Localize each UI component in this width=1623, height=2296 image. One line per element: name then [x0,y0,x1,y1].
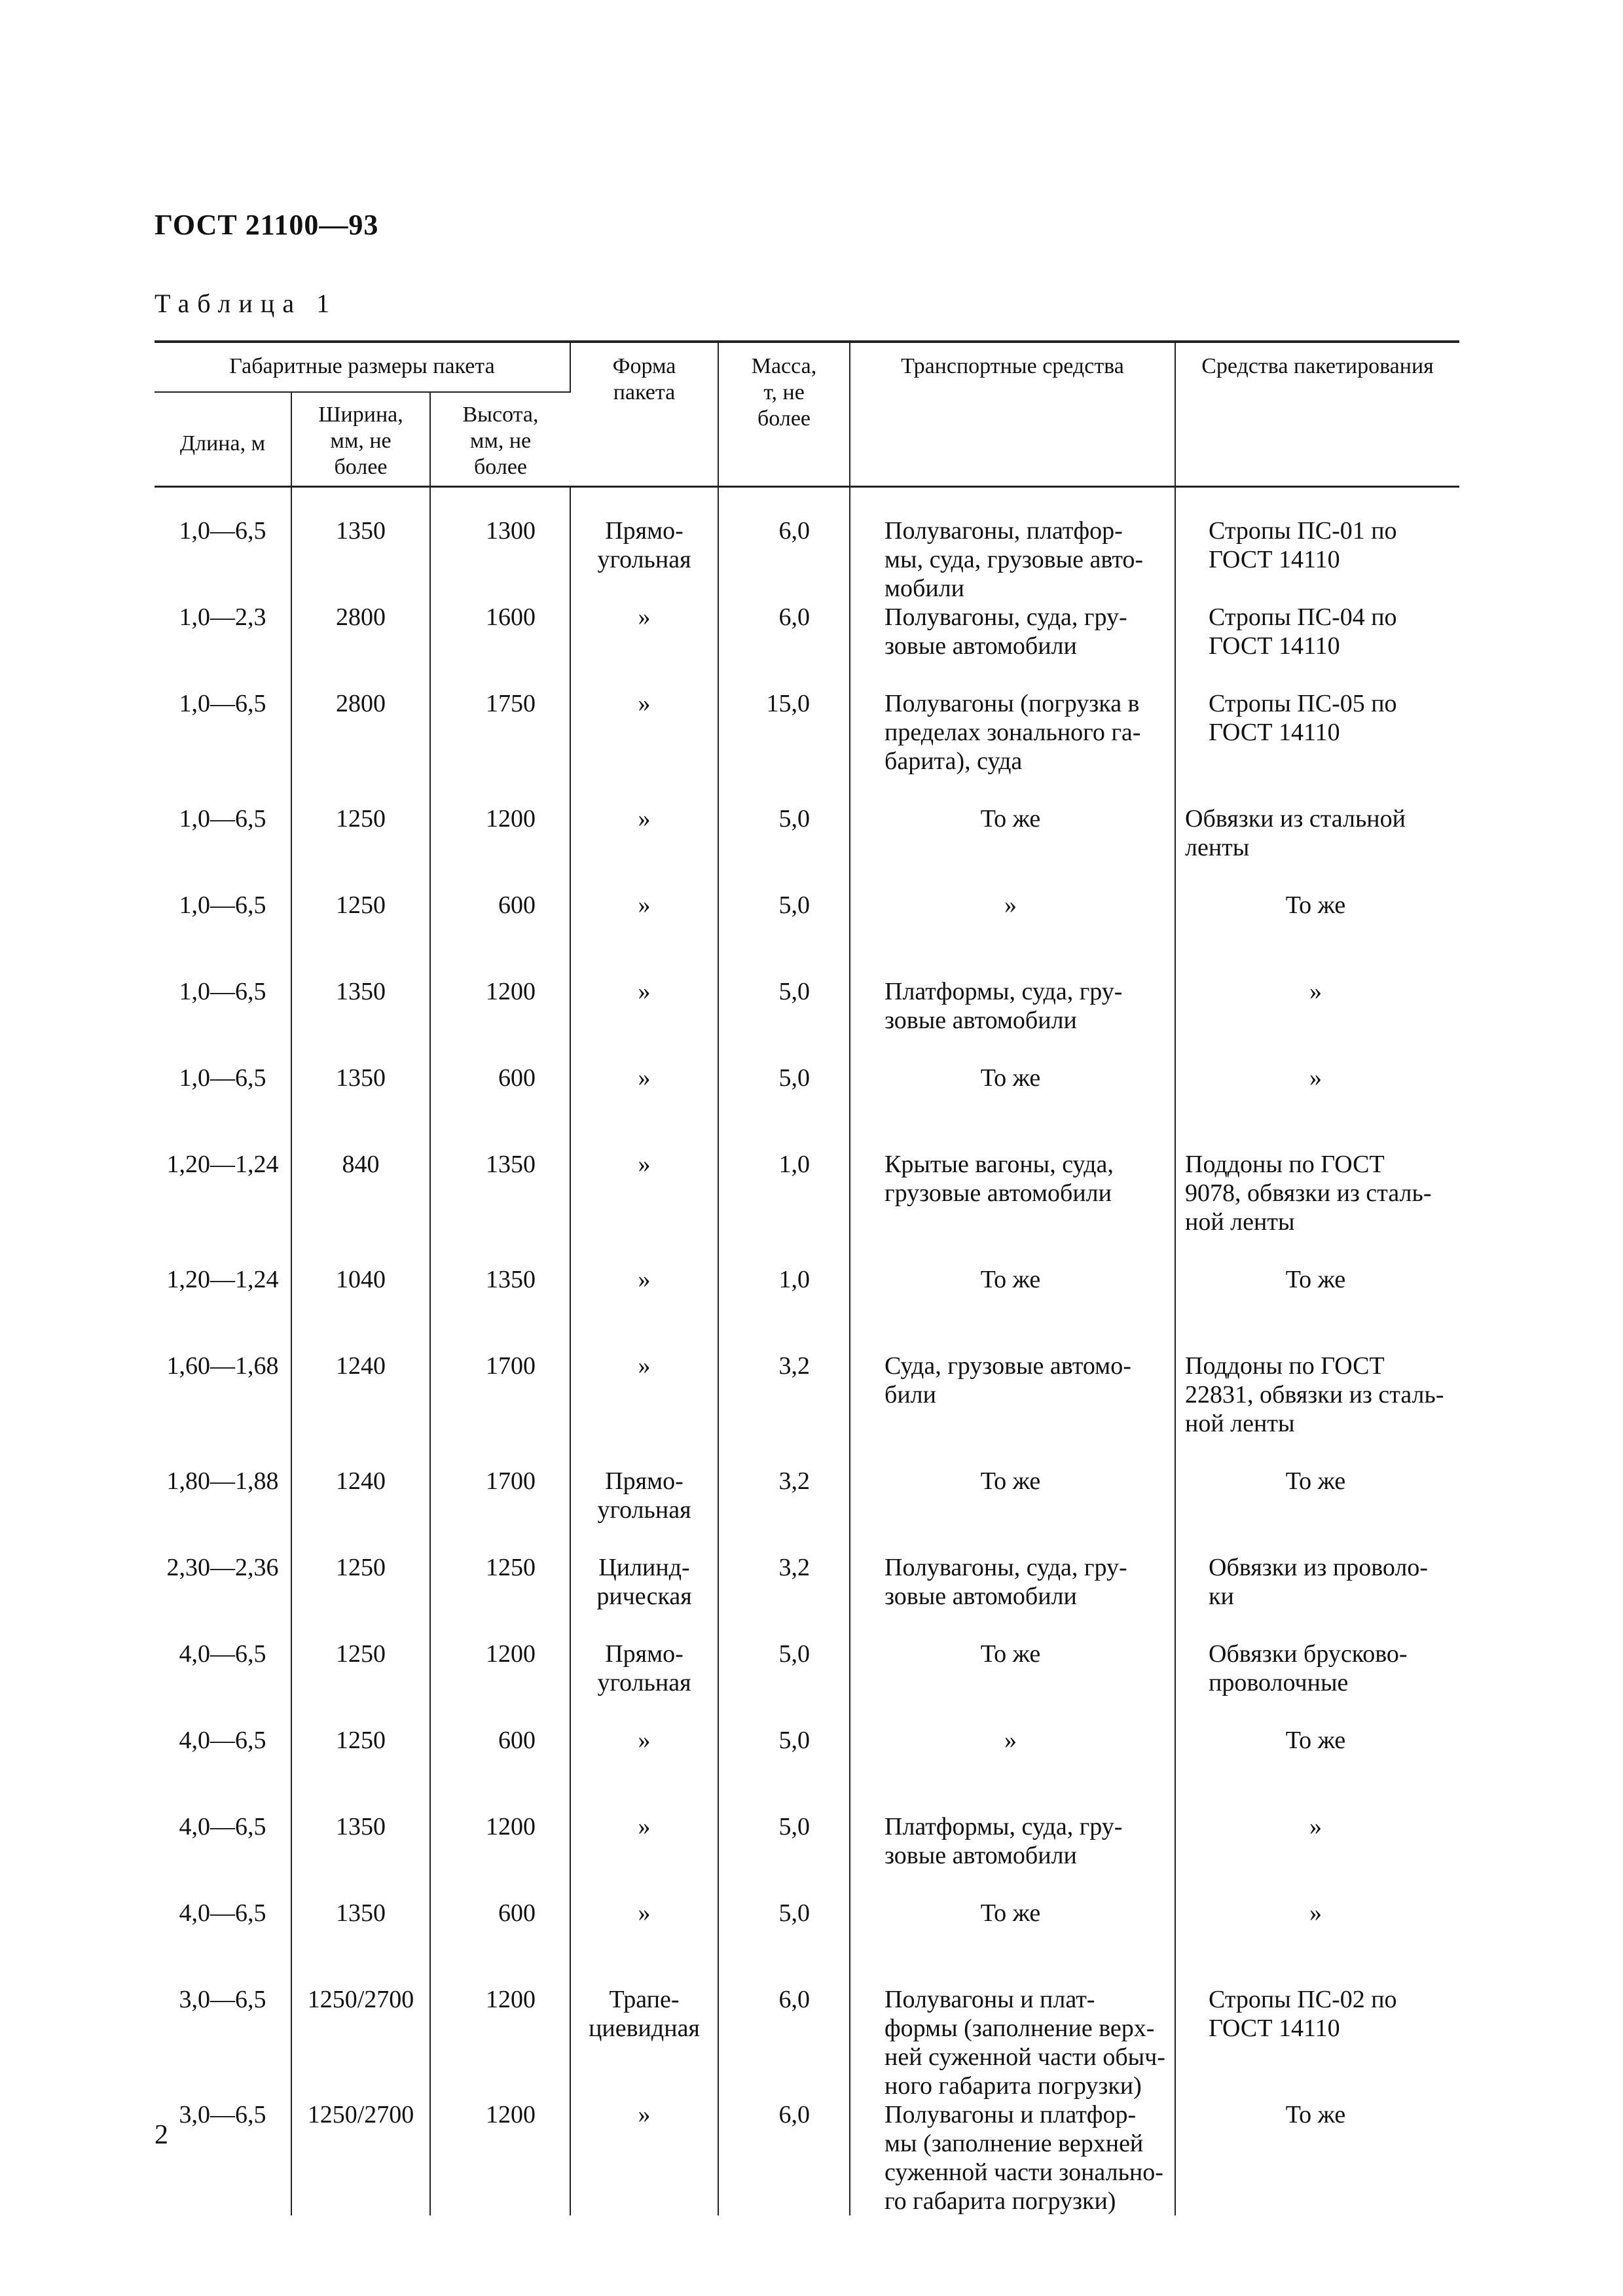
table-row [155,1899,1459,1985]
cell-transport: » [850,1726,1175,1812]
table-row [155,1467,1459,1553]
cell-width: 2800 [291,689,430,804]
header-width: Ширина, мм, не более [291,392,430,487]
cell-width: 1240 [291,1352,430,1467]
cell-height: 600 [430,1064,570,1150]
cell-form: » [570,1352,718,1467]
cell-transport: То же [850,804,1175,891]
cell-width: 1350 [291,1812,430,1899]
cell-transport: Полувагоны (погрузка в пределах зонального га- барита), суда [850,689,1175,804]
table-row [155,1265,1459,1352]
table-row [155,1812,1459,1899]
cell-transport: Платформы, суда, гру- зовые автомобили [850,1812,1175,1899]
cell-width: 1350 [291,1064,430,1150]
page-number: 2 [155,2120,168,2150]
cell-height: 1200 [430,2100,570,2215]
cell-mass: 3,2 [718,1467,850,1553]
cell-height: 600 [430,1899,570,1985]
cell-mass: 15,0 [718,689,850,804]
cell-transport: Полувагоны, суда, гру- зовые автомобили [850,603,1175,689]
cell-packaging: Обвязки из проволо- ки [1209,1554,1428,1610]
cell-packaging: Стропы ПС-02 по ГОСТ 14110 [1209,1986,1397,2042]
cell-mass: 6,0 [718,2100,850,2215]
cell-length: 3,0—6,5 [155,2100,291,2215]
cell-height: 1300 [430,487,570,603]
cell-height: 1350 [430,1265,570,1352]
table-row [155,1726,1459,1812]
cell-transport: Крытые вагоны, суда, грузовые автомобили [850,1150,1175,1265]
cell-height: 1200 [430,1812,570,1899]
cell-form: Прямо- угольная [570,1467,718,1553]
cell-height: 1250 [430,1553,570,1640]
cell-width: 1350 [291,977,430,1064]
cell-packaging: То же [1285,1467,1346,1495]
cell-packaging: Стропы ПС-04 по ГОСТ 14110 [1209,603,1397,660]
cell-transport: То же [850,1064,1175,1150]
cell-length: 1,0—6,5 [155,689,291,804]
cell-packaging: » [1309,1899,1322,1927]
cell-transport: Суда, грузовые автомо- били [850,1352,1175,1467]
cell-mass: 5,0 [718,1812,850,1899]
cell-mass: 5,0 [718,1064,850,1150]
cell-packaging: Стропы ПС-01 по ГОСТ 14110 [1209,517,1397,573]
cell-packaging: » [1309,1064,1322,1092]
cell-mass: 5,0 [718,1899,850,1985]
cell-height: 600 [430,1726,570,1812]
cell-length: 4,0—6,5 [155,1640,291,1726]
header-length: Длина, м [155,392,291,487]
cell-form: » [570,1150,718,1265]
header-form: Форма пакета [570,342,718,487]
cell-transport: Платформы, суда, гру- зовые автомобили [850,977,1175,1064]
cell-transport: Полувагоны, суда, гру- зовые автомобили [850,1553,1175,1640]
cell-length: 1,0—6,5 [155,891,291,977]
cell-height: 1200 [430,1985,570,2100]
specification-table [155,340,1459,2215]
cell-form: » [570,2100,718,2215]
cell-length: 1,0—6,5 [155,804,291,891]
cell-mass: 5,0 [718,891,850,977]
cell-form: » [570,804,718,891]
cell-form: Прямо- угольная [570,1640,718,1726]
cell-length: 4,0—6,5 [155,1899,291,1985]
cell-length: 2,30—2,36 [155,1553,291,1640]
table-body [155,487,1459,2216]
table-row [155,603,1459,689]
cell-transport: Полувагоны и платфор- мы (заполнение верхней суженной части зонально- го габарита погрузки) [850,2100,1175,2215]
cell-width: 1040 [291,1265,430,1352]
cell-length: 1,20—1,24 [155,1150,291,1265]
cell-transport: То же [850,1899,1175,1985]
cell-transport: Полувагоны, платфор- мы, суда, грузовые авто- мобили [850,487,1175,603]
cell-mass: 3,2 [718,1352,850,1467]
header-transport: Транспортные средства [850,342,1175,487]
header-height: Высота, мм, не более [430,392,570,487]
cell-mass: 1,0 [718,1150,850,1265]
cell-mass: 6,0 [718,487,850,603]
cell-length: 4,0—6,5 [155,1812,291,1899]
cell-packaging: Поддоны по ГОСТ 9078, обвязки из сталь- ной ленты [1185,1151,1432,1236]
table-row [155,1150,1459,1265]
table-row [155,2100,1459,2215]
cell-form: » [570,603,718,689]
cell-width: 1250 [291,1640,430,1726]
cell-height: 1700 [430,1352,570,1467]
cell-form: Прямо- угольная [570,487,718,603]
cell-packaging: То же [1285,1266,1346,1293]
cell-packaging: Обвязки из стальной ленты [1185,805,1406,861]
cell-transport: То же [850,1467,1175,1553]
cell-length: 1,0—6,5 [155,977,291,1064]
cell-form: » [570,1064,718,1150]
cell-height: 600 [430,891,570,977]
cell-transport: То же [850,1640,1175,1726]
cell-width: 2800 [291,603,430,689]
cell-packaging: » [1309,1813,1322,1840]
table-row [155,1640,1459,1726]
cell-width: 1250 [291,1553,430,1640]
table-row [155,891,1459,977]
cell-height: 1350 [430,1150,570,1265]
cell-form: » [570,1899,718,1985]
cell-width: 1250/2700 [291,1985,430,2100]
cell-transport: » [850,891,1175,977]
cell-form: » [570,1726,718,1812]
cell-form: Цилинд- рическая [570,1553,718,1640]
cell-mass: 3,2 [718,1553,850,1640]
cell-packaging: То же [1285,1727,1346,1754]
table-row [155,487,1459,603]
cell-height: 1200 [430,977,570,1064]
cell-length: 1,0—6,5 [155,487,291,603]
cell-form: » [570,977,718,1064]
cell-mass: 6,0 [718,1985,850,2100]
table-row [155,1352,1459,1467]
cell-packaging: » [1309,978,1322,1005]
cell-packaging: То же [1285,2101,1346,2128]
header-package-dimensions: Габаритные размеры пакета [155,342,570,392]
cell-form: » [570,689,718,804]
table-row [155,1064,1459,1150]
header-mass: Масса, т, не более [718,342,850,487]
table-row [155,977,1459,1064]
cell-width: 1250 [291,891,430,977]
cell-form: » [570,891,718,977]
cell-width: 1350 [291,487,430,603]
cell-mass: 5,0 [718,1640,850,1726]
table-row [155,689,1459,804]
cell-transport: То же [850,1265,1175,1352]
cell-width: 1240 [291,1467,430,1553]
cell-transport: Полувагоны и плат- формы (заполнение верх- ней суженной части обыч- ного габарита погрузки) [850,1985,1175,2100]
cell-length: 1,60—1,68 [155,1352,291,1467]
cell-length: 1,0—6,5 [155,1064,291,1150]
cell-width: 1350 [291,1899,430,1985]
cell-length: 1,80—1,88 [155,1467,291,1553]
cell-width: 840 [291,1150,430,1265]
cell-packaging: Стропы ПС-05 по ГОСТ 14110 [1209,690,1397,746]
table-row [155,1553,1459,1640]
cell-packaging: Обвязки брусково- проволочные [1209,1640,1408,1696]
cell-mass: 5,0 [718,977,850,1064]
cell-mass: 5,0 [718,804,850,891]
table-caption: Таблица 1 [155,289,338,318]
cell-mass: 5,0 [718,1726,850,1812]
cell-height: 1600 [430,603,570,689]
cell-mass: 1,0 [718,1265,850,1352]
cell-mass: 6,0 [718,603,850,689]
cell-width: 1250 [291,804,430,891]
cell-length: 3,0—6,5 [155,1985,291,2100]
cell-form: Трапе- циевидная [570,1985,718,2100]
table-row [155,1985,1459,2100]
cell-length: 1,0—2,3 [155,603,291,689]
cell-height: 1200 [430,1640,570,1726]
header-packaging: Средства пакетирования [1175,342,1459,487]
cell-height: 1750 [430,689,570,804]
cell-length: 1,20—1,24 [155,1265,291,1352]
cell-width: 1250/2700 [291,2100,430,2215]
cell-height: 1200 [430,804,570,891]
cell-length: 4,0—6,5 [155,1726,291,1812]
document-title: ГОСТ 21100—93 [155,209,379,241]
cell-packaging: То же [1285,891,1346,919]
table-row [155,804,1459,891]
cell-form: » [570,1265,718,1352]
cell-packaging: Поддоны по ГОСТ 22831, обвязки из сталь- ной ленты [1185,1352,1444,1437]
cell-form: » [570,1812,718,1899]
cell-width: 1250 [291,1726,430,1812]
cell-height: 1700 [430,1467,570,1553]
